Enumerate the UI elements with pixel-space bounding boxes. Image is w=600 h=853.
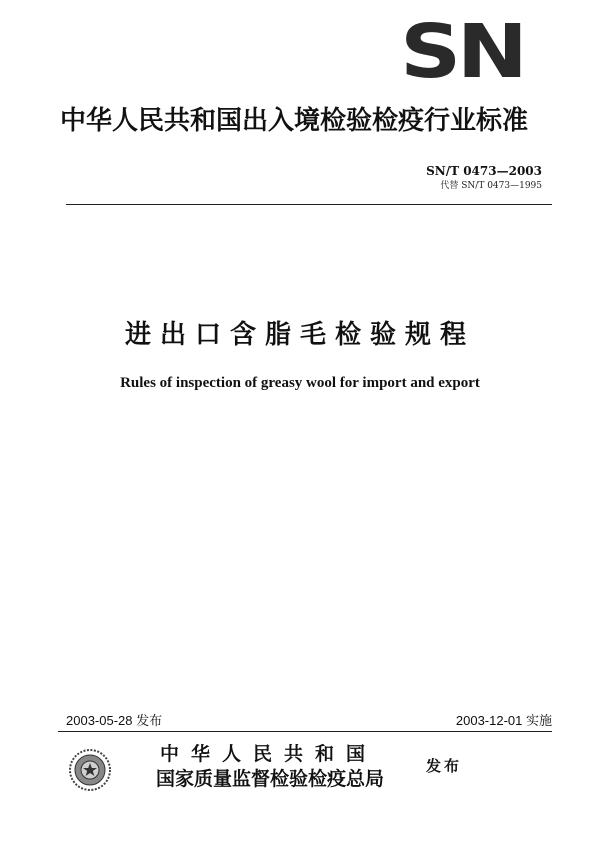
organization-title: 中华人民共和国出入境检验检疫行业标准	[60, 106, 529, 136]
implementation-date: 2003-12-01 实施	[455, 713, 552, 728]
bottom-divider	[58, 731, 552, 732]
top-divider	[66, 204, 552, 205]
document-title-chinese: 进出口含脂毛检验规程	[124, 320, 475, 350]
replaces-standard: 代替 SN/T 0473—1995	[440, 181, 542, 191]
issue-date: 2003-05-28 发布	[66, 713, 163, 728]
standard-number: SN/T 0473—2003	[426, 164, 542, 178]
sn-logo: SN	[400, 9, 524, 95]
issue-label: 发布	[426, 757, 463, 775]
issuer-agency: 国家质量监督检验检疫总局	[156, 768, 385, 790]
emblem-seal-icon	[68, 748, 112, 792]
document-title-english: Rules of inspection of greasy wool for import and export	[120, 375, 480, 391]
issuer-country: 中华人民共和国	[160, 743, 378, 765]
